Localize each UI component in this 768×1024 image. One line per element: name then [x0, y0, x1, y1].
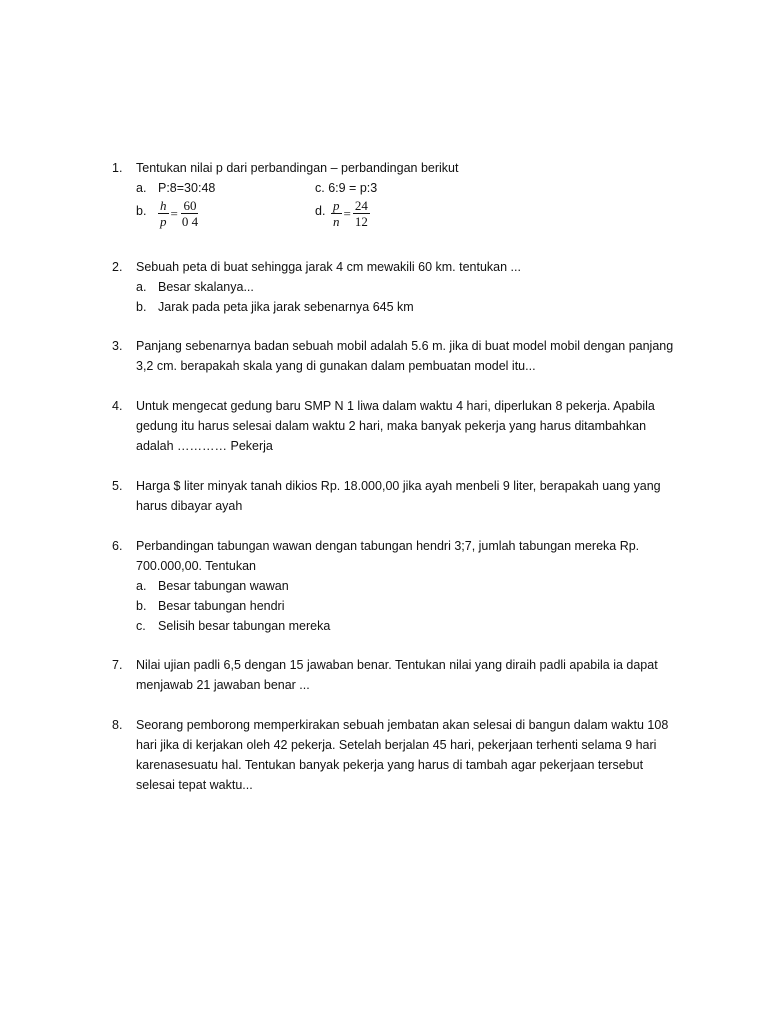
question-7 — [112, 655, 692, 695]
question-text: karenasesuatu hal. Tentukan banyak pekerja yang harus di tambah agar pekerjaan tersebut — [136, 758, 644, 772]
option-text: Jarak pada peta jika jarak sebenarnya 645 km — [158, 300, 414, 314]
question-text: hari jika di kerjakan oleh 42 pekerja. Setelah berjalan 45 hari, pekerjaan terhenti selama 9 hari — [136, 738, 657, 752]
option-text: P:8=30:48 — [158, 181, 216, 195]
question-text: Untuk mengecat gedung baru SMP N 1 liwa dalam waktu 4 hari, diperlukan 8 pekerja. Apabila — [136, 399, 655, 413]
question-8 — [112, 715, 692, 795]
option-text: Selisih besar tabungan mereka — [158, 619, 331, 633]
option-label: a. — [136, 579, 147, 593]
option-text: Besar tabungan wawan — [158, 579, 289, 593]
option-label: c. — [136, 619, 146, 633]
question-text: Seorang pemborong memperkirakan sebuah jembatan akan selesai di bangun dalam waktu 108 — [136, 718, 669, 732]
fraction-denominator: p — [160, 214, 167, 229]
option-text: Besar skalanya... — [158, 280, 254, 294]
question-text: 700.000,00. Tentukan — [136, 559, 257, 573]
option-label: b. — [136, 300, 147, 314]
question-number: 5. — [112, 479, 123, 493]
option-label: b. — [136, 204, 147, 218]
question-text: Nilai ujian padli 6,5 dengan 15 jawaban benar. Tentukan nilai yang diraih padli apabila ia dapat — [136, 658, 658, 672]
option-label: b. — [136, 599, 147, 613]
fraction-numerator: 60 — [183, 198, 197, 213]
equals-sign: = — [343, 205, 351, 221]
question-number: 7. — [112, 658, 123, 672]
question-text: menjawab 21 jawaban benar ... — [136, 678, 310, 692]
question-3 — [112, 336, 692, 376]
fraction-denominator: 12 — [354, 214, 368, 229]
question-text: 3,2 cm. berapakah skala yang di gunakan dalam pembuatan model itu... — [136, 359, 536, 373]
fraction-equation-b — [158, 198, 200, 229]
question-2 — [112, 257, 692, 317]
option-label: d. — [315, 204, 326, 218]
question-text: harus dibayar ayah — [136, 499, 243, 513]
question-text: Tentukan nilai p dari perbandingan – perbandingan berikut — [136, 161, 459, 175]
option-text: c. 6:9 = p:3 — [315, 181, 378, 195]
question-number: 1. — [112, 161, 123, 175]
question-5 — [112, 476, 692, 516]
question-text: Perbandingan tabungan wawan dengan tabungan hendri 3;7, jumlah tabungan mereka Rp. — [136, 539, 640, 553]
question-text: Panjang sebenarnya badan sebuah mobil adalah 5.6 m. jika di buat model mobil dengan panjang — [136, 339, 674, 353]
question-6 — [112, 536, 692, 636]
fraction-numerator: p — [333, 198, 340, 213]
option-label: a. — [136, 280, 147, 294]
question-4 — [112, 396, 692, 456]
question-text: Harga $ liter minyak tanah dikios Rp. 18.000,00 jika ayah menbeli 9 liter, berapakah uang yang — [136, 479, 661, 493]
fraction-denominator: n — [333, 214, 340, 229]
fraction-numerator: h — [160, 198, 167, 213]
question-number: 8. — [112, 718, 123, 732]
option-label: a. — [136, 181, 147, 195]
fraction-equation-d — [331, 198, 370, 229]
question-text: Sebuah peta di buat sehingga jarak 4 cm mewakili 60 km. tentukan ... — [136, 260, 521, 274]
fraction-numerator: 24 — [354, 198, 368, 213]
option-text: Besar tabungan hendri — [158, 599, 285, 613]
question-text: adalah ………… Pekerja — [136, 439, 273, 453]
question-number: 2. — [112, 260, 123, 274]
question-number: 3. — [112, 339, 123, 353]
fraction-denominator: 0 4 — [181, 214, 199, 229]
question-text: selesai tepat waktu... — [136, 778, 253, 792]
question-text: gedung itu harus selesai dalam waktu 2 hari, maka banyak pekerja yang harus ditambahkan — [136, 419, 647, 433]
question-1 — [112, 158, 692, 228]
question-number: 4. — [112, 399, 123, 413]
equals-sign: = — [170, 205, 178, 221]
question-number: 6. — [112, 539, 123, 553]
